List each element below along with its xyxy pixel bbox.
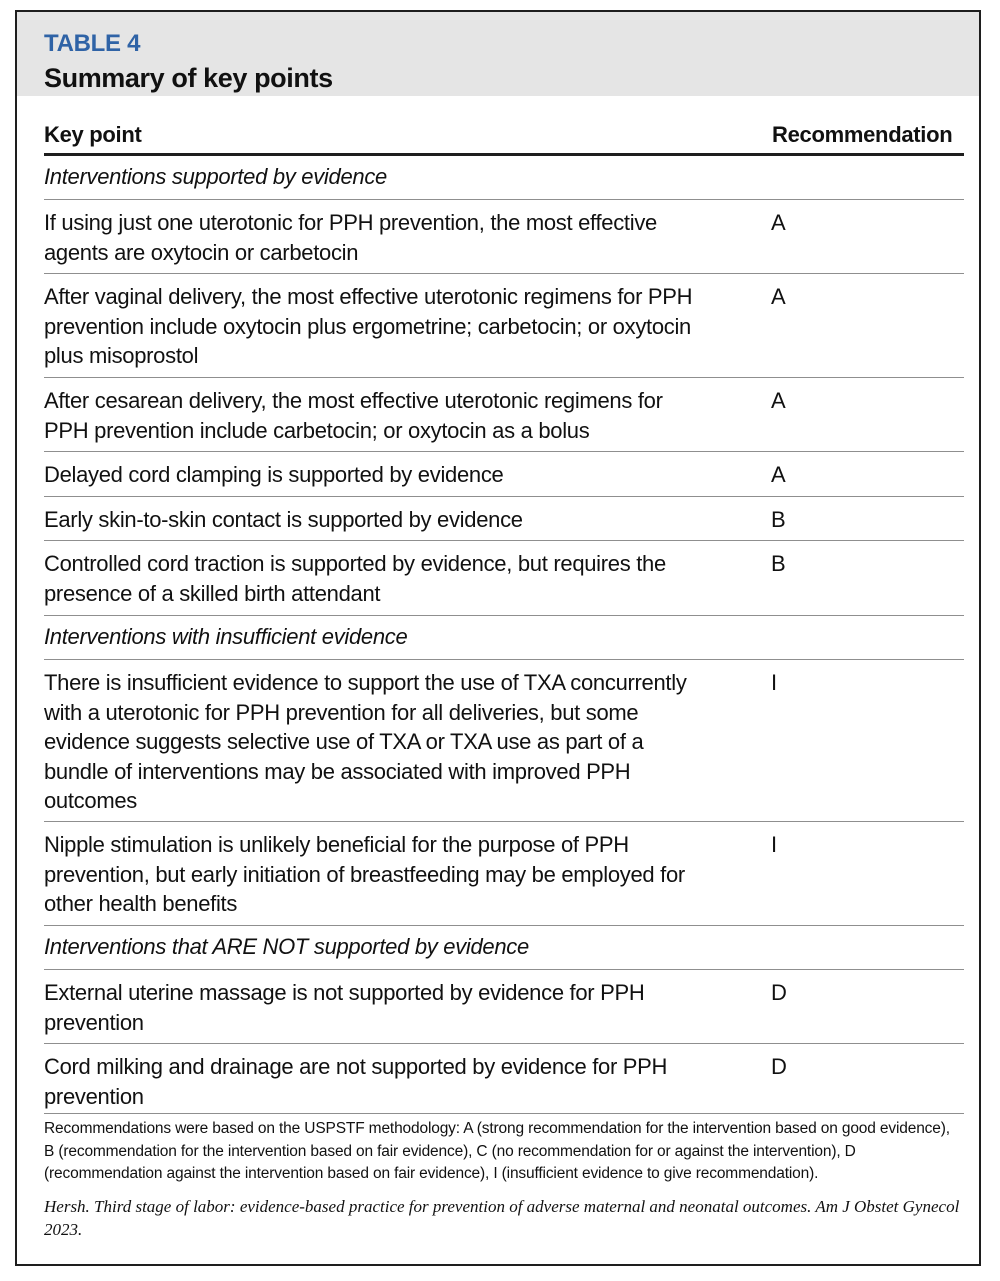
recommendation-cell: A (771, 462, 786, 487)
table-footnote: Recommendations were based on the USPSTF methodology: A (strong recommendation for the intervention based on good evidence), B (recommendation for the intervention based on fair evidence), C (no recommendation for or against the intervention), D (recommendation against the intervention based on fair evidence), I (insufficient evidence to give recommendation). (44, 1120, 950, 1182)
recommendation-cell: B (771, 507, 786, 532)
key-point-cell: Nipple stimulation is unlikely beneficial for the purpose of PPH prevention, but early initiation of breastfeeding may be employed for other health benefits (44, 832, 685, 916)
table-citation: Hersh. Third stage of labor: evidence-based practice for prevention of adverse maternal and neonatal outcomes. Am J Obstet Gynecol 2023. (44, 1197, 960, 1239)
section-heading (44, 926, 964, 970)
table-row (44, 452, 964, 497)
key-point-cell: After cesarean delivery, the most effective uterotonic regimens for PPH prevention include carbetocin; or oxytocin as a bolus (44, 388, 663, 443)
column-header-recommendation: Recommendation (772, 122, 953, 147)
key-point-cell: Cord milking and drainage are not supported by evidence for PPH prevention (44, 1054, 668, 1109)
table-title: Summary of key points (44, 63, 333, 93)
table-row (44, 200, 964, 274)
section-heading-text: Interventions with insufficient evidence (44, 624, 408, 649)
table-header-band (17, 12, 979, 96)
key-point-cell: Early skin-to-skin contact is supported by evidence (44, 507, 523, 532)
section-heading (44, 156, 964, 200)
table-row (44, 970, 964, 1044)
key-point-cell: Controlled cord traction is supported by evidence, but requires the presence of a skilled birth attendant (44, 551, 666, 606)
section-heading-text: Interventions supported by evidence (44, 164, 387, 189)
table-row (44, 378, 964, 452)
table-row (44, 274, 964, 378)
table-number: TABLE 4 (44, 30, 141, 57)
recommendation-cell: B (771, 551, 786, 576)
recommendation-cell: D (771, 1054, 787, 1079)
table-row (44, 541, 964, 616)
recommendation-cell: A (771, 388, 786, 413)
table-row (44, 660, 964, 822)
section-heading-text: Interventions that ARE NOT supported by evidence (44, 934, 529, 959)
table-row (44, 497, 964, 541)
key-point-cell: If using just one uterotonic for PPH prevention, the most effective agents are oxytocin or carbetocin (44, 210, 657, 265)
key-point-cell: There is insufficient evidence to support the use of TXA concurrently with a uterotonic for PPH prevention for all deliveries, but some evidence suggests selective use of TXA or TXA use as part of a bundle of interventions may be associated with improved PPH outcomes (44, 670, 687, 813)
recommendation-cell: I (771, 670, 777, 695)
recommendation-cell: A (771, 284, 786, 309)
key-point-cell: Delayed cord clamping is supported by evidence (44, 462, 504, 487)
table-row (44, 822, 964, 926)
recommendation-cell: I (771, 832, 777, 857)
table-body (44, 156, 964, 1114)
key-point-cell: After vaginal delivery, the most effective uterotonic regimens for PPH prevention include oxytocin plus ergometrine; carbetocin; or oxytocin plus misoprostol (44, 284, 693, 368)
table-row (44, 1044, 964, 1114)
recommendation-cell: A (771, 210, 786, 235)
recommendation-cell: D (771, 980, 787, 1005)
column-header-key-point: Key point (44, 122, 142, 147)
section-heading (44, 616, 964, 660)
table-frame (15, 10, 981, 1266)
key-point-cell: External uterine massage is not supported by evidence for PPH prevention (44, 980, 645, 1035)
